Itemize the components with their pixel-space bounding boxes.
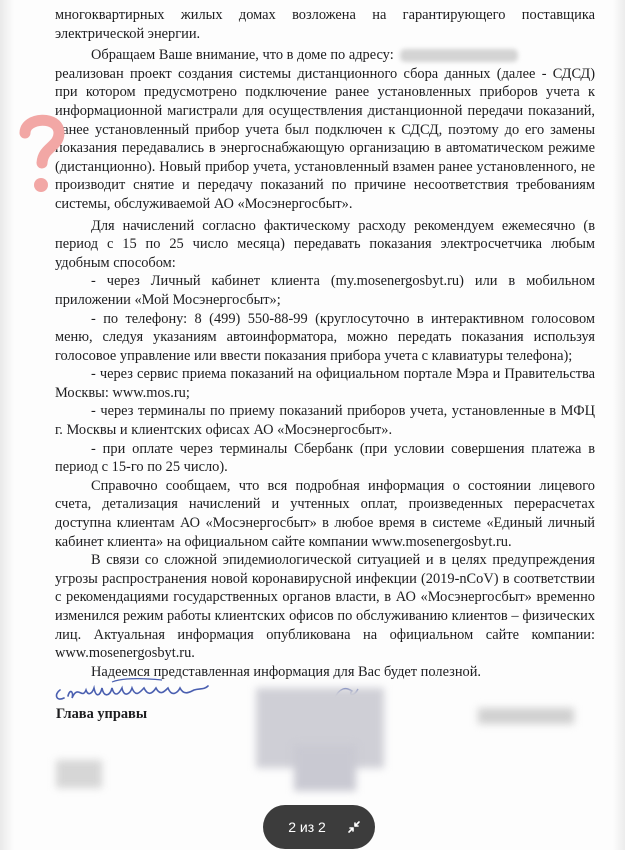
- scan-edge-right: [613, 0, 625, 850]
- list-item-terminals: - через терминалы по приему показаний приборов учета, установленные в МФЦ г. Москвы и клиентских офисах АО «Мосэнергосбыт».: [55, 403, 595, 439]
- paragraph-0: многоквартирных жилых домах возложена на гарантирующего поставщика электрической энергии.: [55, 7, 595, 42]
- list-item-mos-ru: - через сервис приема показаний на официальном портале Мэра и Правительства Москвы: www.mos.ru;: [55, 366, 595, 401]
- page-counter-pill: [263, 805, 375, 849]
- redacted-stamp: [294, 745, 356, 791]
- list-item-phone: - по телефону: 8 (499) 550-88-99 (круглосуточно в интерактивном голосовом меню, следуя указаниям автоинформатора, можно передать показания используя голосовое управление или ввести показания прибора учета с клавиатуры телефона);: [55, 310, 595, 364]
- redacted-footer: [56, 760, 102, 788]
- question-mark-icon: [17, 111, 67, 195]
- paragraph-address: [55, 46, 595, 65]
- paragraph-reference: Справочно сообщаем, что вся подробная информация о состоянии лицевого счета, детализация начислений и учтенных оплат, произведенных перерасчетах доступна клиентам АО «Мосэнергосбыт» в любое время в системе «Единый личный кабинет клиента» на официальном сайте компании www.mosenergosbyt.ru.: [55, 477, 595, 550]
- page-counter: 2 из 2: [288, 819, 326, 835]
- letter-body: [55, 6, 595, 681]
- list-item-cabinet: - через Личный кабинет клиента (my.mosenergosbyt.ru) или в мобильном приложении «Мой Мосэнергосбыт»;: [55, 273, 595, 308]
- paragraph-covid: В связи со сложной эпидемиологической ситуацией и в целях предупреждения угрозы распространения новой коронавирусной инфекции (2019-nCoV) в соответствии с рекомендациями государственных органов власти, в АО «Мосэнергосбыт» временно изменился режим работы клиентских офисов по обслуживанию клиентов – физических лиц. Актуальная информация опубликована на официальном сайте компании: www.mosenergosbyt.ru.: [55, 552, 595, 662]
- address-intro: Обращаем Ваше внимание, что в доме по адресу:: [91, 47, 394, 64]
- list-item-sberbank: - при оплате через терминалы Сбербанк (при условии совершения платежа в период с 15-го по 25 число).: [55, 440, 595, 476]
- paragraph-closing: Надеемся представленная информация для Вас будет полезной.: [91, 663, 482, 680]
- redacted-signatory-name: [478, 708, 574, 724]
- paragraph-recommend: Для начислений согласно фактическому расходу рекомендуем ежемесячно (в период с 15 по 25 число месяца) передавать показания электросчетчика любым удобным способом:: [55, 217, 595, 271]
- paragraph-sdsd: реализован проект создания системы дистанционного сбора данных (далее - СДСД) при котором предусмотрено подключение ранее установленных приборов учета к информационной магистрали для осуществления дистанционной передачи показаний, ранее установленный прибор учета был подключен к СДСД, поэтому до его замены показания передавались в энергоснабжающую организацию в автоматическом режиме (дистанционно). Новый прибор учета, установленный взамен ранее установленного, не производит снятие и передачу показаний по причине несоответствия требованиям системы, обслуживаемой АО «Мосэнергосбыт».: [55, 65, 595, 212]
- redacted-address: [400, 49, 518, 62]
- collapse-icon[interactable]: [343, 816, 365, 838]
- handwritten-regards-icon: [52, 670, 214, 708]
- scan-edge-left: [0, 0, 14, 850]
- signatory-title: Глава управы: [56, 706, 148, 722]
